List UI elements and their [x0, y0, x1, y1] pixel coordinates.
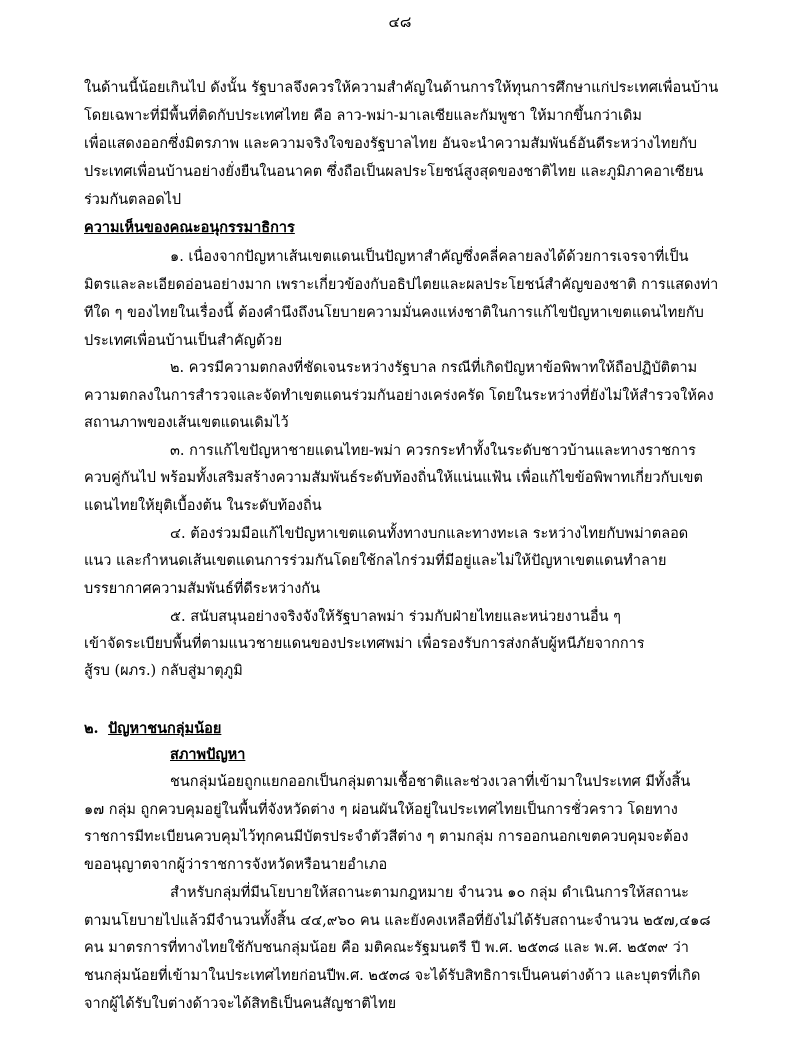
intro-line: ในด้านนี้น้อยเกินไป ดังนั้น รัฐบาลจึงควรให้ความสำคัญในด้านการให้ทุนการศึกษาแก่ประเทศเพื่อนบ้าน: [84, 80, 719, 96]
point-3-line: แดนไทยให้ยุติเบื้องต้น ในระดับท้องถิ่น: [84, 498, 322, 514]
point-4-line: บรรยากาศความสัมพันธ์ที่ดีระหว่างกัน: [84, 581, 320, 597]
point-1-line: มิตรและละเอียดอ่อนอย่างมาก เพราะเกี่ยวข้องกับอธิปไตยและผลประโยชน์สำคัญของชาติ การแสดงท่า: [84, 277, 719, 293]
point-3-line: ควบคู่กันไป พร้อมทั้งเสริมสร้างความสัมพันธ์ระดับท้องถิ่นให้แน่นแฟ้น เพื่อแก้ไขข้อพิพาทเกี่ยวกับเขต: [84, 470, 703, 486]
point-1-line: ประเทศเพื่อนบ้านเป็นสำคัญด้วย: [84, 333, 283, 349]
section-2-para1-line: ขออนุญาตจากผู้ว่าราชการจังหวัดหรือนายอำเภอ: [84, 857, 388, 873]
section-2-para2-line: สำหรับกลุ่มที่มีนโยบายให้สถานะตามกฎหมาย จำนวน ๑๐ กลุ่ม ดำเนินการให้สถานะ: [170, 885, 689, 901]
point-5-line: สู้รบ (ผภร.) กลับสู่มาตุภูมิ: [84, 663, 243, 679]
section-2-para1-line: ชนกลุ่มน้อยถูกแยกออกเป็นกลุ่มตามเชื้อชาติและช่วงเวลาที่เข้ามาในประเทศ มีทั้งสิ้น: [170, 774, 691, 790]
section-2-para1-line: ๑๗ กลุ่ม ถูกควบคุมอยู่ในพื้นที่จังหวัดต่าง ๆ ผ่อนผันให้อยู่ในประเทศไทยเป็นการชั่วคราว โดยทาง: [84, 802, 678, 818]
section-2-para2-line: จากผู้ได้รับใบต่างด้าวจะได้สิทธิเป็นคนสัญชาติไทย: [84, 996, 397, 1012]
intro-line: ร่วมกันตลอดไป: [84, 192, 182, 208]
point-5-line: ๕. สนับสนุนอย่างจริงจังให้รัฐบาลพม่า ร่วมกับฝ่ายไทยและหน่วยงานอื่น ๆ: [170, 609, 621, 625]
point-1-line: ทีใด ๆ ของไทยในเรื่องนี้ ต้องคำนึงถึงนโยบายความมั่นคงแห่งชาติในการแก้ไขปัญหาเขตแดนไทยกับ: [84, 305, 704, 321]
section-2-para1-line: ราชการมีทะเบียนควบคุมไว้ทุกคนมีบัตรประจำตัวสีต่าง ๆ ตามกลุ่ม การออกนอกเขตควบคุมจะต้อง: [84, 829, 689, 845]
committee-heading: ความเห็นของคณะอนุกรรมาธิการ: [84, 219, 295, 236]
section-2-para2-line: ตามนโยบายไปแล้วมีจำนวนทั้งสิ้น ๔๔,๙๖๐ คน และยังคงเหลือที่ยังไม่ได้รับสถานะจำนวน ๒๕๗,๔๑๘: [84, 913, 711, 929]
point-1-line: ๑. เนื่องจากปัญหาเส้นเขตแดนเป็นปัญหาสำคัญซึ่งคลี่คลายลงได้ด้วยการเจรจาที่เป็น: [170, 249, 689, 265]
point-3-line: ๓. การแก้ไขปัญหาชายแดนไทย-พม่า ควรกระทำทั้งในระดับชาวบ้านและทางราชการ: [170, 443, 696, 459]
point-4-line: แนว และกำหนดเส้นเขตแดนการร่วมกันโดยใช้กลไกร่วมที่มีอยู่และไม่ให้ปัญหาเขตแดนทำลาย: [84, 553, 667, 569]
intro-line: ประเทศเพื่อนบ้านอย่างยั่งยืนในอนาคต ซึ่งถือเป็นผลประโยชน์สูงสุดของชาติไทย และภูมิภาคอาเซียน: [84, 164, 704, 180]
section-2-para2-line: ชนกลุ่มน้อยที่เข้ามาในประเทศไทยก่อนปีพ.ศ. ๒๕๓๘ จะได้รับสิทธิการเป็นคนต่างด้าว และบุตรที่เกิด: [84, 968, 701, 984]
intro-line: เพื่อแสดงออกซึ่งมิตรภาพ และความจริงใจของรัฐบาลไทย อันจะนำความสัมพันธ์อันดีระหว่างไทยกับ: [84, 136, 697, 152]
page-number: ๔๘: [388, 13, 412, 31]
point-2-line: สถานภาพของเส้นเขตแดนเดิมไว้: [84, 415, 289, 431]
point-4-line: ๔. ต้องร่วมมือแก้ไขปัญหาเขตแดนทั้งทางบกและทางทะเล ระหว่างไทยกับพม่าตลอด: [170, 526, 689, 542]
section-2-title: ปัญหาชนกลุ่มน้อย: [108, 720, 222, 737]
section-2-para2-line: คน มาตรการที่ทางไทยใช้กับชนกลุ่มน้อย คือ มติคณะรัฐมนตรี ปี พ.ศ. ๒๕๓๘ และ พ.ศ. ๒๕๓๙ ว่า: [84, 940, 689, 956]
point-2-line: ความตกลงในการสำรวจและจัดทำเขตแดนร่วมกันอย่างเคร่งครัด โดยในระหว่างที่ยังไม่ให้สำรวจให้คง: [84, 388, 714, 404]
intro-line: โดยเฉพาะที่มีพื้นที่ติดกับประเทศไทย คือ ลาว-พม่า-มาเลเซียและกัมพูชา ให้มากขึ้นกว่าเดิม: [84, 108, 642, 124]
problem-subheading: สภาพปัญหา: [170, 746, 246, 763]
point-2-line: ๒. ควรมีความตกลงที่ชัดเจนระหว่างรัฐบาล กรณีที่เกิดปัญหาข้อพิพาทให้ถือปฏิบัติตาม: [170, 360, 698, 376]
section-2-number: ๒.: [84, 720, 99, 737]
point-5-line: เข้าจัดระเบียบพื้นที่ตามแนวชายแดนของประเทศพม่า เพื่อรองรับการส่งกลับผู้หนีภัยจากการ: [84, 636, 645, 652]
